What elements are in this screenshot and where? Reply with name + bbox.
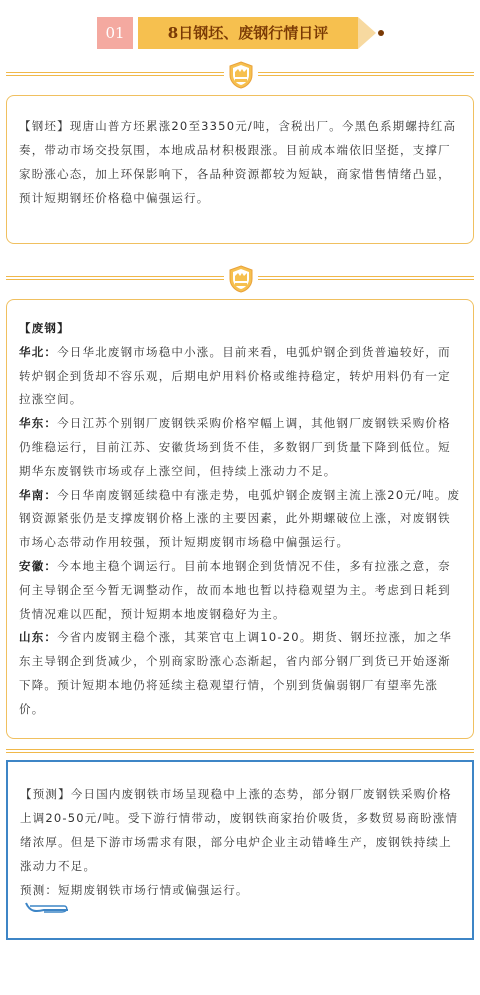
region-text: 今日华北废钢市场稳中小涨。目前来看，电弧炉钢企到货普遍较好，而转炉钢企到货却不容乐观，后期电炉用料价格或维持稳定，转炉用料仍有一定拉涨空间。 bbox=[19, 344, 451, 407]
banner-dot bbox=[378, 30, 384, 36]
billet-text: 现唐山普方坯累涨20至3350元/吨，含税出厂。今黑色系期螺持红高奏，带动市场交投氛围，本地成品材积极跟涨。目前成本端依旧坚挺，支撑厂家盼涨心态，加上环保影响下，各品种资源都较为短缺，商家惜售情绪凸显，预计短期钢坯价格稳中偏强运行。 bbox=[19, 119, 457, 205]
region-paragraph bbox=[19, 412, 461, 483]
scrap-heading: 【废钢】 bbox=[19, 321, 70, 335]
billet-prefix: 【钢坯】 bbox=[19, 119, 70, 133]
banner-number: 01 bbox=[97, 17, 133, 49]
region-label: 华北： bbox=[19, 344, 58, 359]
region-label: 华南： bbox=[19, 487, 58, 502]
region-label: 安徽： bbox=[19, 558, 58, 573]
forecast-summary: 预测：短期废钢铁市场行情或偏强运行。 bbox=[20, 883, 249, 897]
wave-decoration-icon bbox=[24, 899, 70, 918]
region-paragraph bbox=[19, 341, 461, 412]
region-label: 华东： bbox=[19, 416, 58, 431]
region-text: 今本地主稳个调运行。目前本地钢企到货情况不佳，多有拉涨之意，奈何主导钢企至今暂无调整动作，故而本地也暂以持稳观望为主。考虑到日耗到货情况难以匹配，预计短期本地废钢稳好为主。 bbox=[19, 558, 451, 621]
billet-paragraph bbox=[19, 114, 461, 210]
scrap-commentary-box bbox=[6, 299, 474, 739]
divider-line bbox=[6, 749, 474, 750]
banner-arrow bbox=[358, 17, 376, 49]
shield-badge-icon bbox=[224, 264, 258, 294]
region-text: 今日华南废钢延续稳中有涨走势，电弧炉钢企废钢主流上涨20元/吨。废钢资源紧张仍是支撑废钢价格上涨的主要因素，此外期螺破位上涨，对废钢铁市场心态带动作用较强，预计短期废钢市场稳中偏强运行。 bbox=[19, 487, 461, 550]
shield-badge-icon bbox=[224, 60, 258, 90]
forecast-box bbox=[6, 760, 474, 940]
region-text: 今省内废钢主稳个涨，其莱官屯上调10-20。期货、钢坯拉涨，加之华东主导钢企到货减少，个别商家盼涨心态渐起，省内部分钢厂到货已开始逐渐下降。预计短期本地仍将延续主稳观望行情，个别到货偏弱钢厂有望率先涨价。 bbox=[19, 630, 453, 716]
region-paragraph bbox=[19, 555, 461, 626]
region-paragraph bbox=[19, 626, 461, 721]
banner-title: 8日钢坯、废钢行情日评 bbox=[138, 17, 358, 49]
section-divider-2 bbox=[6, 264, 474, 294]
region-label: 山东： bbox=[19, 630, 58, 645]
billet-commentary-box bbox=[6, 95, 474, 244]
title-banner bbox=[97, 17, 387, 49]
forecast-paragraph: 【预测】今日国内废钢铁市场呈现稳中上涨的态势，部分钢厂废钢铁采购价格上调20-50元/吨。受下游行情带动，废钢铁商家抬价吸货，多数贸易商盼涨情绪浓厚。但是下游市场需求有限，部分电炉企业主动错峰生产，废钢铁持续上涨动力不足。 bbox=[20, 787, 459, 873]
region-paragraph bbox=[19, 484, 461, 555]
region-text: 今日江苏个别钢厂废钢铁采购价格窄幅上调，其他钢厂废钢铁采购价格仍维稳运行，目前江苏、安徽货场到货不佳，多数钢厂到货量下降到低位。短期华东废钢铁市场或存上涨空间，但持续上涨动力不足。 bbox=[19, 416, 451, 478]
section-divider-1 bbox=[6, 60, 474, 90]
divider-line bbox=[6, 752, 474, 753]
